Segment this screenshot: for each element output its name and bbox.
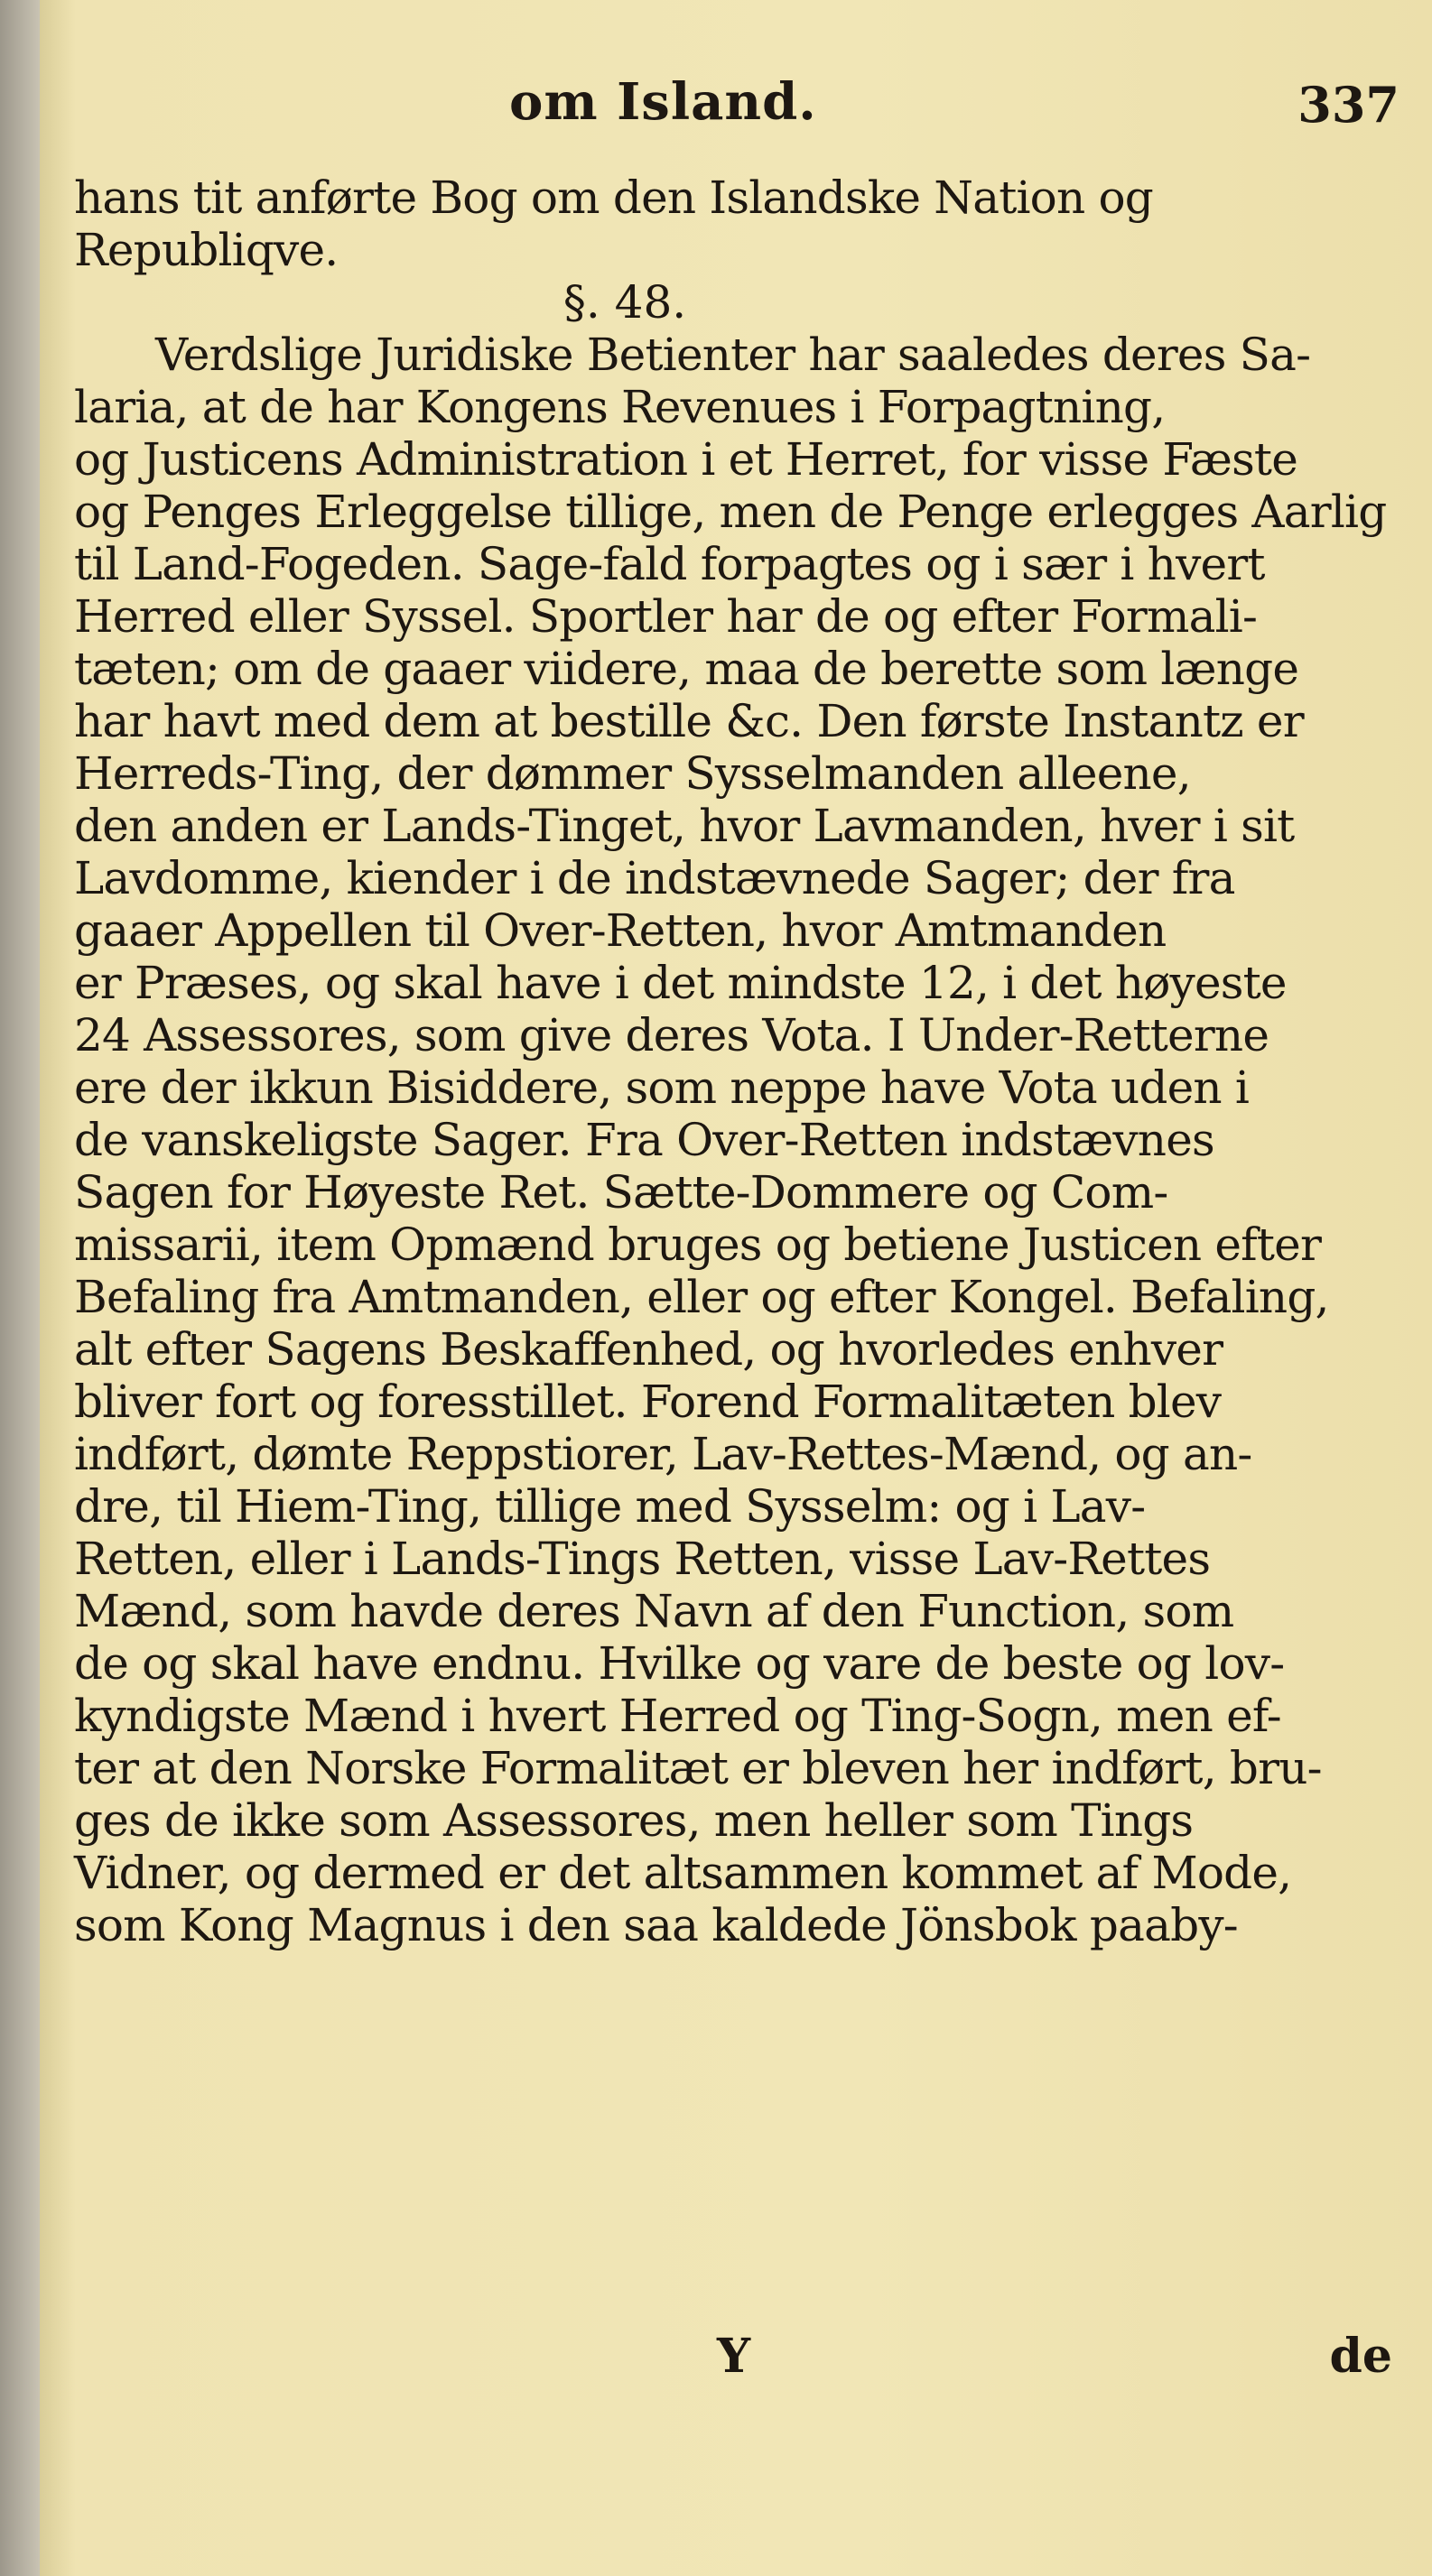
text-line: Lavdomme, kiender i de indstævnede Sager; der fra	[74, 852, 1235, 904]
signature-mark: Y	[717, 2329, 751, 2384]
text-line: 24 Assessores, som give deres Vota. I Under-Retterne	[74, 1009, 1269, 1061]
text-line: tæten; om de gaaer viidere, maa de berette som længe	[74, 643, 1299, 695]
text-line	[74, 1951, 1392, 2004]
text-line: Vidner, og dermed er det altsammen kommet af Mode,	[74, 1847, 1292, 1899]
body-text	[74, 171, 1392, 2004]
text-line: som Kong Magnus i den saa kaldede Jönsbok paaby-	[74, 1899, 1238, 1951]
text-line: ere der ikkun Bisiddere, som neppe have Vota uden i	[74, 1061, 1250, 1114]
page-footer	[74, 2329, 1392, 2392]
text-line: gaaer Appellen til Over-Retten, hvor Amtmanden	[74, 904, 1167, 957]
running-title: om Island.	[509, 72, 817, 132]
text-line: Retten, eller i Lands-Tings Retten, visse Lav-Rettes	[74, 1533, 1211, 1585]
text-line: Republiqve.	[74, 224, 339, 276]
text-line: bliver fort og foresstillet. Forend Formalitæten blev	[74, 1376, 1222, 1428]
book-page	[40, 0, 1432, 2576]
text-line: hans tit anførte Bog om den Islandske Nation og	[74, 171, 1153, 224]
text-line: alt efter Sagens Beskaffenhed, og hvorledes enhver	[74, 1323, 1223, 1376]
text-line: og Penges Erleggelse tillige, men de Penge erlegges Aarlig	[74, 486, 1387, 538]
scan-gutter	[0, 0, 40, 2576]
text-line: dre, til Hiem-Ting, tillige med Sysselm: og i Lav-	[74, 1480, 1146, 1533]
page-number: 337	[1297, 76, 1399, 134]
text-line: og Justicens Administration i et Herret, for visse Fæste	[74, 433, 1298, 486]
text-line: de og skal have endnu. Hvilke og vare de beste og lov-	[74, 1637, 1285, 1690]
text-line: missarii, item Opmænd bruges og betiene Justicen efter	[74, 1219, 1322, 1271]
text-line: Befaling fra Amtmanden, eller og efter Kongel. Befaling,	[74, 1271, 1329, 1323]
text-line: laria, at de har Kongens Revenues i Forpagtning,	[74, 381, 1166, 433]
text-line: har havt med dem at bestille &c. Den første Instantz er	[74, 695, 1304, 747]
text-line: ter at den Norske Formalitæt er bleven her indført, bru-	[74, 1742, 1322, 1794]
text-line: er Præses, og skal have i det mindste 12, i det høyeste	[74, 957, 1287, 1009]
text-line: Herreds-Ting, der dømmer Sysselmanden alleene,	[74, 747, 1191, 800]
text-line: Mænd, som havde deres Navn af den Function, som	[74, 1585, 1234, 1637]
text-line: til Land-Fogeden. Sage-fald forpagtes og i sær i hvert	[74, 538, 1265, 590]
text-line: de vanskeligste Sager. Fra Over-Retten indstævnes	[74, 1114, 1214, 1166]
text-line: Herred eller Syssel. Sportler har de og efter Formali-	[74, 590, 1258, 643]
text-line: ges de ikke som Assessores, men heller som Tings	[74, 1794, 1194, 1847]
text-line: den anden er Lands-Tinget, hvor Lavmanden, hver i sit	[74, 800, 1295, 852]
catchword: de	[1329, 2329, 1392, 2384]
text-line: indført, dømte Reppstiorer, Lav-Rettes-Mænd, og an-	[74, 1428, 1252, 1480]
text-line: Sagen for Høyeste Ret. Sætte-Dommere og Com-	[74, 1166, 1168, 1219]
text-line: kyndigste Mænd i hvert Herred og Ting-Sogn, men ef-	[74, 1690, 1281, 1742]
page-header	[40, 72, 1432, 144]
text-line: Verdslige Juridiske Betienter har saaledes deres Sa-	[155, 329, 1311, 381]
section-number: §. 48.	[563, 276, 687, 329]
